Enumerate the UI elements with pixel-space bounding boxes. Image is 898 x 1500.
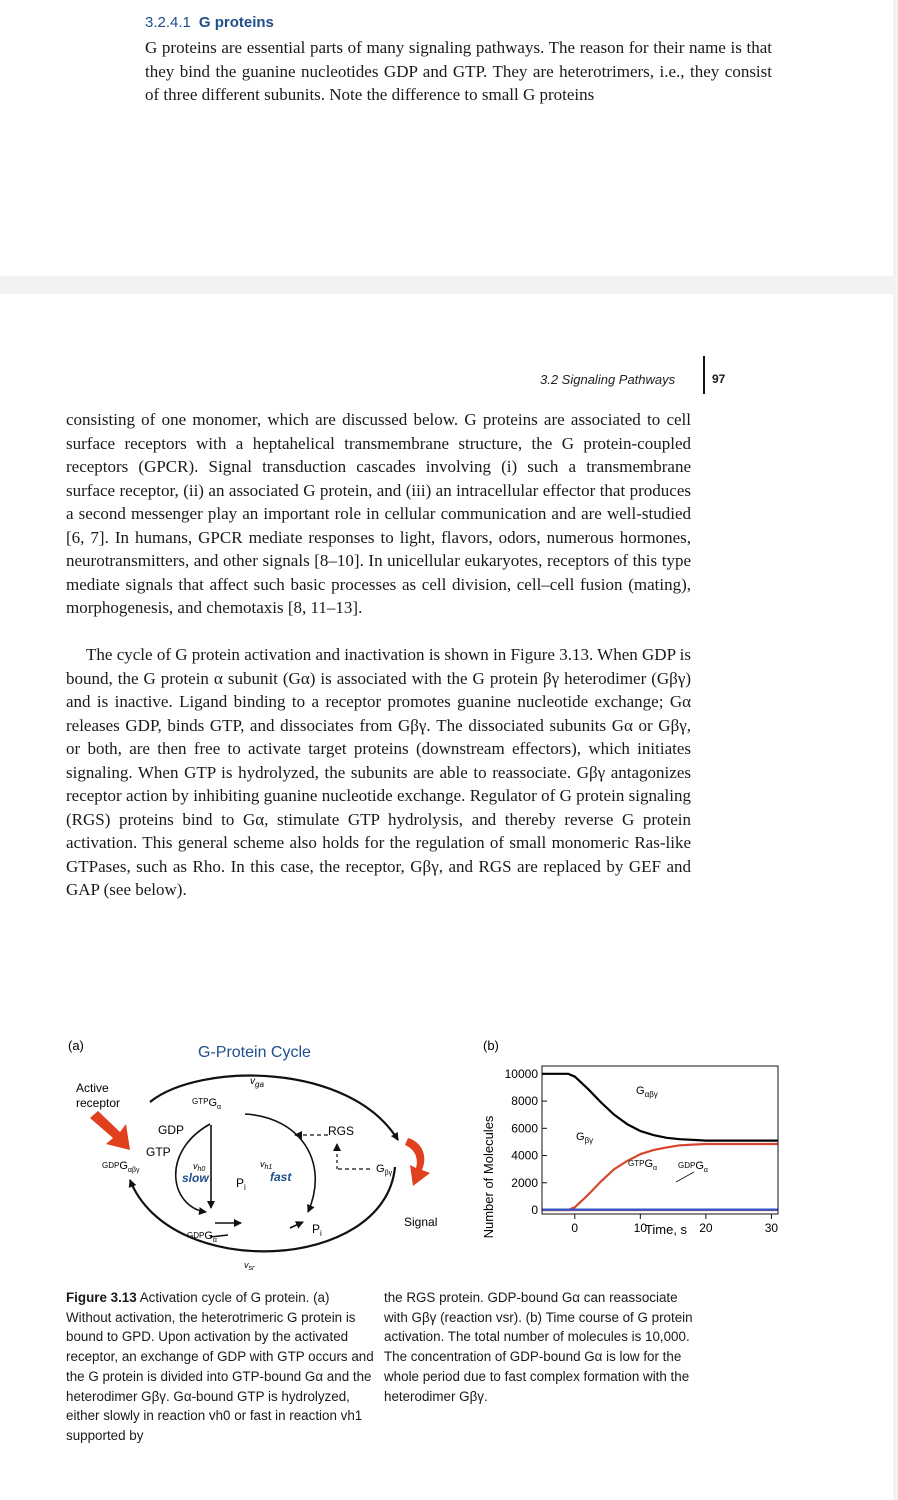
pi-fast-label: $P_i$ [312, 1222, 322, 1238]
section-intro-text: G proteins are essential parts of many signaling pathways. The reason for their name is that they bind the guanine nucleotides GDP and GTP. They are heterotrimers, i.e., they consist of three different subunits. Note the difference to small G proteins [145, 38, 772, 105]
series-line [542, 1144, 778, 1210]
x-tick-label: 0 [571, 1221, 579, 1235]
series-label-gbg: $G_{\beta\gamma}$ [576, 1131, 594, 1145]
x-tick-label: 30 [764, 1221, 779, 1235]
y-tick-label: 4000 [511, 1148, 538, 1163]
diagram-title: G-Protein Cycle [198, 1044, 311, 1061]
vsr-label: $v_{sr}$ [244, 1260, 255, 1272]
series-label-gabg: $G_{\alpha\beta\gamma}$ [636, 1085, 658, 1099]
y-tick-label: 2000 [511, 1175, 538, 1190]
x-tick-label: 20 [699, 1221, 713, 1235]
y-tick-label: 10000 [504, 1066, 538, 1081]
figure-caption-right: the RGS protein. GDP-bound Gα can reassociate with Gβγ (reaction vsr). (b) Time course of G protein activation. The total number of molecules is 10,000. The concentration of GDP-bound Gα is low for the whole period due to fast complex formation with the heterodimer Gβγ. [384, 1290, 693, 1404]
x-tick-label: 10 [633, 1221, 648, 1235]
vga-arc [150, 1076, 398, 1140]
y-tick-label: 0 [531, 1203, 538, 1217]
section-heading [145, 14, 274, 31]
body-paragraph-1: consisting of one monomer, which are discussed below. G proteins are associated to cell surface receptors with a heptahelical transmembrane structure, the G protein-coupled receptors (GPCR). Signal transduction cascades involving (i) such a transmembrane surface receptor, (ii) an associated G protein, and (iii) an intracellular effector that produces a second messenger play an important role in cellular communication and are well-studied [6, 7]. In humans, GPCR mediate responses to light, flavors, odors, numerous hormones, neurotransmitters, and other signals [8–10]. In unicellular eukaryotes, receptors of this type mediate signals that affect such basic processes as cell division, cell–cell fusion (mating), morphogenesis, and chemotaxis [8, 11–13]. [66, 410, 691, 617]
vga-label: $v_{ga}$ [250, 1076, 264, 1089]
y-tick-label: 8000 [511, 1094, 538, 1109]
panel-a-label: (a) [68, 1038, 84, 1053]
vh1-label: $v_{h1}$ [260, 1159, 273, 1171]
caption-text-left: Activation cycle of G protein. (a) Without activation, the heterotrimeric G protein is bound to GPD. Upon activation by the activated receptor, an exchange of GDP with GTP occurs and the G protein is divided into GTP-bound Gα and the heterodimer Gβγ. Gα-bound GTP is hydrolyzed, either slowly in reaction vh0 or fast in reaction vh1 supported by [66, 1290, 374, 1443]
vsr-arc [130, 1167, 395, 1251]
y-axis-label: Number of Molecules [481, 1115, 496, 1239]
panel-b-label: (b) [483, 1038, 499, 1053]
y-tick-label: 6000 [511, 1121, 538, 1136]
slow-label: slow [182, 1171, 209, 1185]
section-number: 3.2.4.1 [145, 14, 191, 31]
page-number: 97 [712, 372, 726, 386]
vh0-label: $v_{h0}$ [193, 1161, 206, 1173]
active-receptor-label-2: receptor [76, 1096, 121, 1110]
signal-label: Signal [404, 1215, 438, 1229]
series-label-gtpga: GTPGα [628, 1158, 658, 1172]
series-label-gdpga: GDPGα [678, 1160, 708, 1174]
pi-slow-label: $P_i$ [236, 1176, 246, 1192]
gdpga-leader-line [676, 1172, 694, 1182]
time-course-chart [478, 1032, 798, 1250]
signal-arrow [405, 1138, 430, 1186]
gdp-label: GDP [158, 1123, 185, 1137]
x-axis-label: Time, s [644, 1222, 688, 1237]
page-97 [0, 294, 893, 1500]
gdp-galpha-label: GDPGα [187, 1230, 217, 1244]
running-title: 3.2 Signaling Pathways [540, 372, 676, 387]
figure-label: Figure 3.13 [66, 1290, 137, 1305]
fast-label: fast [270, 1170, 292, 1184]
section-title: G proteins [198, 14, 274, 31]
figure-caption-left [66, 1288, 378, 1446]
vh1-arrow [245, 1114, 315, 1212]
rgs-label: RGS [328, 1124, 355, 1138]
gbetagamma-label: $G_{\beta\gamma}$ [376, 1163, 393, 1177]
body-paragraph-2: The cycle of G protein activation and inactivation is shown in Figure 3.13. When GDP is bound, the G protein α subunit (Gα) is associated with the G protein βγ heterodimer (Gβγ) and is inactive. Ligand binding to a receptor promotes guanine nucleotide exchange; Gα releases GDP, binds GTP, and dissociates from Gβγ. The dissociated subunits Gα or Gβγ, or both, are then free to activate target proteins (downstream effectors), which initiates signaling. When GTP is hydrolyzed, the subunits are able to reassociate. Gβγ antagonizes receptor action by inhibiting guanine nucleotide exchange. Regulator of G protein signaling (RGS) proteins bind to Gα, stimulate GTP hydrolysis, and thereby reverse G protein activation. This general scheme also holds for the regulation of small monomeric Ras-like GTPases, such as Rho. In this case, the receptor, Gβγ, and RGS are replaced by GEF and GAP (see below). [66, 645, 691, 899]
receptor-activation-arrow [90, 1111, 130, 1150]
gtp-galpha-label: GTPGα [192, 1097, 222, 1111]
previous-page [0, 0, 893, 276]
g-protein-cycle-diagram [60, 1032, 460, 1312]
gtp-label: GTP [146, 1145, 171, 1159]
gdp-galphabetagamma-label: GDPGαβγ [102, 1160, 140, 1174]
pi-fast-arrow [290, 1222, 303, 1228]
active-receptor-label-1: Active [76, 1081, 109, 1095]
header-divider [703, 356, 705, 394]
